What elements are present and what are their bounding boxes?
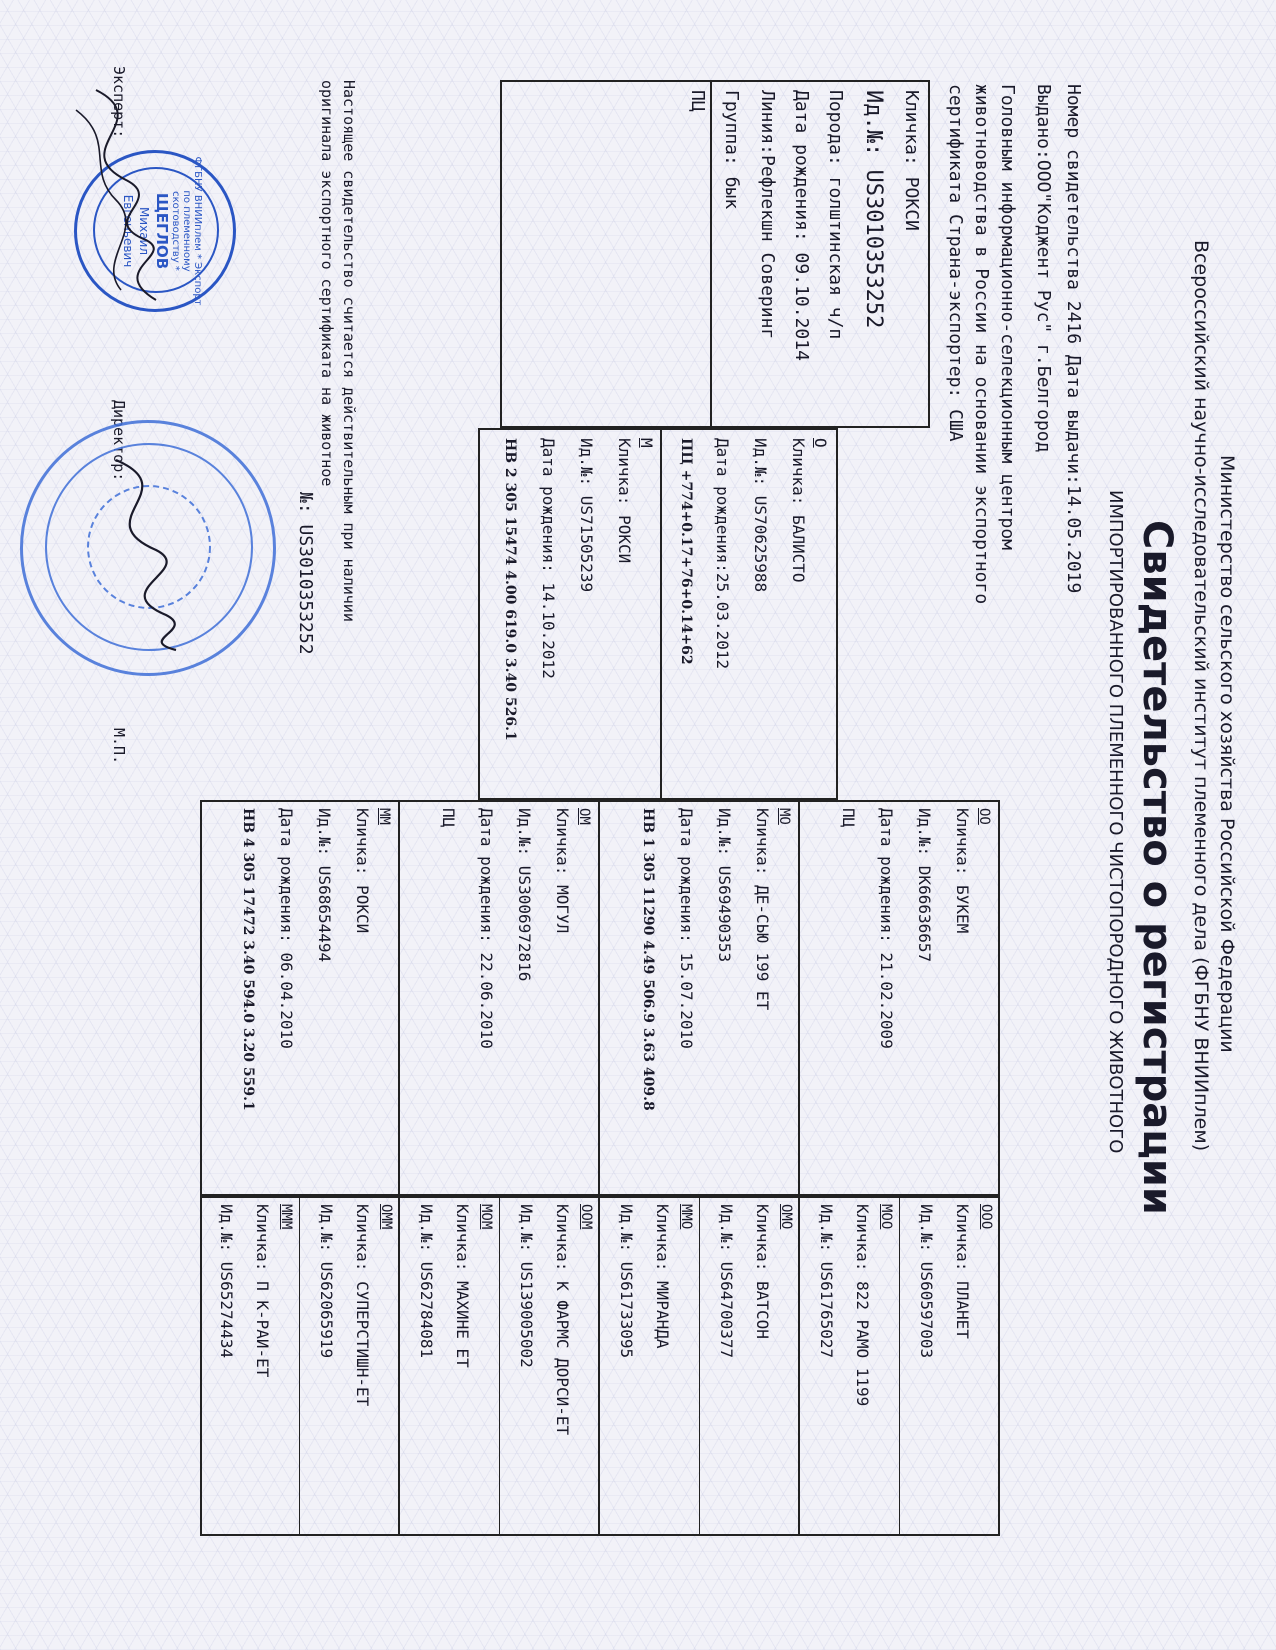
stamp-round-text: ФГБНУ ВНИИплем * Экспорт по племенному скотоводству *: [170, 156, 203, 306]
father-id: Ид.№: US70625988: [751, 438, 770, 593]
great-grandparent-code: МОМ: [478, 1204, 494, 1230]
ministry-line: Министерство сельского хозяйства Российской Федерации: [1216, 455, 1238, 1053]
great-grandparent-id: Ид.№: US139005002: [517, 1204, 536, 1368]
divider: [699, 1198, 700, 1534]
father-birth-date: Дата рождения:25.03.2012: [713, 438, 732, 670]
stamp-name-1: ЩЕГЛОВ: [153, 192, 171, 270]
animal-name: Кличка: РОКСИ: [901, 90, 922, 231]
great-grandparent-name: Кличка: СУПЕРСТИШН-ЕТ: [353, 1204, 372, 1407]
grandparent-code: МО: [776, 808, 792, 825]
mother-birth-date: Дата рождения: 14.10.2012: [539, 438, 558, 679]
great-grandparent-name: Кличка: К ФАРМС ДОРСИ-ЕТ: [553, 1204, 572, 1436]
director-signature: [66, 440, 216, 660]
great-grandparents-box: [200, 1196, 1000, 1536]
great-grandparent-code: МОО: [878, 1204, 894, 1230]
divider: [798, 1198, 800, 1534]
grandparent-id: Ид.№: US3006972816: [515, 808, 534, 982]
great-grandparent-code: ОМО: [778, 1204, 794, 1230]
great-grandparent-name: Кличка: ПЛАНЕТ: [953, 1204, 972, 1339]
divider: [899, 1198, 900, 1534]
grandparent-birth-date: Дата рождения: 21.02.2009: [877, 808, 896, 1049]
issuer-line-3: сертификата Страна-экспортер: США: [945, 84, 966, 442]
grandparent-code: ОО: [976, 808, 992, 825]
great-grandparent-id: Ид.№: US62784081: [417, 1204, 436, 1359]
father-code: О: [811, 438, 830, 448]
grandparent-id: Ид.№: DK66636657: [915, 808, 934, 963]
grandparent-birth-date: Дата рождения: 15.07.2010: [677, 808, 696, 1049]
issuer-line-1: Головным информационно-селекционным центром: [997, 84, 1018, 550]
great-grandparent-id: Ид.№: US65274434: [217, 1204, 236, 1359]
divider: [299, 1198, 300, 1534]
grandparent-name: Кличка: ДЕ-СЬЮ 199 ЕТ: [753, 808, 772, 1011]
divider: [499, 1198, 500, 1534]
great-grandparent-name: Кличка: МАХИНЕ ЕТ: [453, 1204, 472, 1368]
animal-pc: ПЦ: [687, 90, 708, 112]
great-grandparent-name: Кличка: МИРАНДА: [653, 1204, 672, 1349]
divider: [598, 1198, 600, 1534]
validity-note-1: Настоящее свидетельство считается действительным при наличии: [340, 80, 358, 622]
grandparent-id: Ид.№: US68654494: [315, 808, 334, 963]
grandparent-birth-date: Дата рождения: 22.06.2010: [477, 808, 496, 1049]
stamp-name-3: Евгеньевич: [121, 194, 135, 268]
great-grandparent-id: Ид.№: US61733095: [617, 1204, 636, 1359]
institute-line: Всероссийский научно-исследовательский институт племенного дела (ФГБНУ ВНИИплем): [1190, 240, 1212, 1152]
divider: [598, 802, 600, 1194]
page-title: Свидетельство о регистрации: [1134, 520, 1180, 1215]
mother-code: М: [637, 438, 656, 448]
grandparent-hb: НВ 4 305 17472 3.40 594.0 3.20 559.1: [240, 808, 256, 1111]
great-grandparent-code: ООМ: [578, 1204, 594, 1230]
divider: [398, 802, 400, 1194]
animal-breed: Порода: голштинская ч/п: [825, 90, 846, 340]
validity-note-2: оригинала экспортного сертификата на животное: [318, 80, 336, 487]
grandparent-name: Кличка: РОКСИ: [353, 808, 372, 934]
mp-label: М.П.: [110, 728, 128, 765]
grandparent-hb: НВ 1 305 11290 4.49 506.9 3.63 409.8: [640, 808, 656, 1111]
grandparents-box: [200, 800, 1000, 1196]
grandparent-name: Кличка: МОГУЛ: [553, 808, 572, 934]
certificate-number: Номер свидетельства 2416 Дата выдачи:14.05.2019: [1063, 84, 1084, 594]
expert-signature: [46, 80, 216, 320]
mother-name: Кличка: РОКСИ: [615, 438, 634, 564]
divider: [798, 802, 800, 1194]
father-pc: ПЦ +774+0.17+76+0.14+62: [678, 438, 694, 665]
mother-id: Ид.№: US71505239: [577, 438, 596, 593]
grandparent-pc: ПЦ: [439, 808, 458, 828]
animal-box: [500, 80, 930, 428]
divider: [660, 430, 662, 798]
grandparent-id: Ид.№: US69490353: [715, 808, 734, 963]
great-grandparent-name: Кличка: П К-РАИ-ЕТ: [253, 1204, 272, 1378]
great-grandparent-id: Ид.№: US62065919: [317, 1204, 336, 1359]
grandparent-pc: ПЦ: [839, 808, 858, 828]
great-grandparent-code: ОММ: [378, 1204, 394, 1230]
issued-to: Выдано:ООО"Коджент Рус" г.Белгород: [1033, 84, 1054, 453]
great-grandparent-name: Кличка: 822 РАМО 1199: [853, 1204, 872, 1407]
director-label: Директор:: [110, 400, 128, 482]
great-grandparent-id: Ид.№: US60597003: [917, 1204, 936, 1359]
parents-box: [478, 428, 838, 800]
great-grandparent-code: МММ: [278, 1204, 294, 1230]
divider: [398, 1198, 400, 1534]
great-grandparent-id: Ид.№: US61765027: [817, 1204, 836, 1359]
animal-line: Линия:Рефлекшн Соверинг: [757, 90, 778, 340]
animal-id: Ид.№: US3010353252: [861, 90, 886, 329]
mother-hb: НВ 2 305 15474 4.00 619.0 3.40 526.1: [502, 438, 518, 741]
grandparent-code: ОМ: [576, 808, 592, 825]
grandparent-birth-date: Дата рождения: 06.04.2010: [277, 808, 296, 1049]
great-grandparent-code: ММО: [678, 1204, 694, 1230]
animal-birth-date: Дата рождения: 09.10.2014: [791, 90, 812, 361]
animal-group: Группа: бык: [721, 90, 742, 210]
expert-label: Эксперт:: [110, 66, 128, 139]
page-subtitle: ИМПОРТИРОВАННОГО ПЛЕМЕННОГО ЧИСТОПОРОДНОГО ЖИВОТНОГО: [1105, 490, 1126, 1154]
great-grandparent-code: ООО: [978, 1204, 994, 1230]
great-grandparent-id: Ид.№: US64700377: [717, 1204, 736, 1359]
certificate-animal-id: №: US3010353252: [295, 492, 316, 655]
grandparent-name: Кличка: БУКЕМ: [953, 808, 972, 934]
issuer-line-2: животноводства в России на основании экспортного: [971, 84, 992, 605]
father-name: Кличка: БАЛИСТО: [789, 438, 808, 583]
great-grandparent-name: Кличка: ВАТСОН: [753, 1204, 772, 1339]
grandparent-code: ММ: [376, 808, 392, 825]
stamp-name-2: Михаил: [137, 206, 151, 256]
divider: [710, 82, 712, 426]
